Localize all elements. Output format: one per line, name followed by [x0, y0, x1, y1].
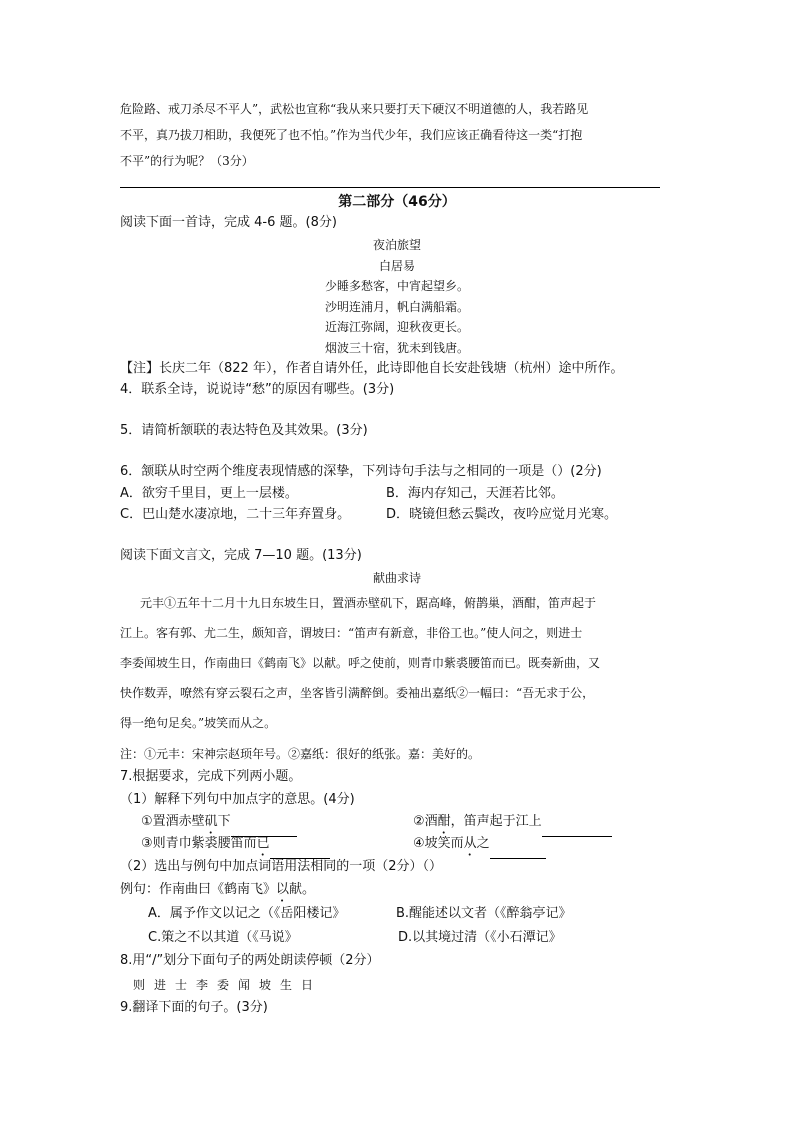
- q7-item-text: 之: [476, 836, 490, 851]
- q8-sentence: 则进士李委闻坡生日: [133, 978, 323, 992]
- poem-line: 少睡多愁客，中宵起望乡。: [324, 279, 469, 293]
- q7-item-text: ③则青巾紫裘腰笛而: [141, 836, 257, 851]
- poem-author: 白居易: [378, 259, 415, 273]
- q7-option-c: C.策之不以其道（《马说》: [148, 930, 298, 945]
- top-text-line-2: 不平，真乃拔刀相助，我便死了也不怕。”作为当代少年，我们应该正确看待这一类“打抱: [120, 128, 583, 142]
- q7-item-text: ①置酒赤壁: [141, 814, 205, 829]
- classical-para-line-5: 得一绝句足矣。”坡笑而从之。: [120, 716, 277, 730]
- q7-item-text: ②酒: [413, 814, 438, 829]
- q7-item-text: 下: [217, 814, 231, 829]
- q7-item-1: [141, 813, 297, 837]
- poem-title: 夜泊旅望: [372, 238, 421, 252]
- dotted-char: 已: [256, 836, 270, 851]
- answer-blank[interactable]: [542, 822, 612, 837]
- q7-option-d: D.以其境过清（《小石潭记》: [398, 930, 562, 945]
- dotted-char: 以: [276, 882, 290, 897]
- top-text-line-3: 不平”的行为呢？（3分）: [120, 154, 254, 168]
- question-7: 7.根据要求，完成下列两小题。: [120, 769, 302, 784]
- classical-title: 献曲求诗: [372, 571, 421, 585]
- q7-item-3: [141, 835, 330, 859]
- example-text: 例句：作南曲曰《鹤南飞》: [120, 882, 277, 897]
- dotted-char: 酣: [437, 814, 451, 829]
- classical-para-line-3: 李委闻坡生日，作南曲曰《鹤南飞》以献。呼之使前，则青巾紫裘腰笛而已。既奏新曲，又: [120, 656, 601, 670]
- q6-option-a: A．欲穷千里目，更上一层楼。: [120, 486, 298, 501]
- top-text-line-1: 危险路、戒刀杀尽不平人”，武松也宣称“我从来只要打天下硬汉不明道德的人，我若路见: [120, 102, 589, 116]
- poem-line: 烟波三十宿，犹未到钱唐。: [324, 341, 469, 355]
- answer-line: [120, 187, 660, 188]
- classical-para-line-4: 快作数弄，嘹然有穿云裂石之声，坐客皆引满醉倒。委袖出嘉纸②一幅曰：“吾无求于公，: [120, 686, 595, 700]
- question-5: 5．请简析颔联的表达特色及其效果。(3分): [120, 423, 368, 438]
- q7-sub1: （1）解释下列句中加点字的意思。(4分): [120, 792, 355, 807]
- question-8: 8.用“/”划分下面句子的两处朗读停顿（2分）: [120, 953, 380, 968]
- poem-note: 【注】长庆二年（822 年），作者自请外任，此诗即他自长安赴钱塘（杭州）途中所作。: [120, 361, 624, 376]
- answer-blank[interactable]: [270, 844, 330, 859]
- poem-intro: 阅读下面一首诗，完成 4-6 题。(8分): [120, 215, 337, 230]
- classical-para-line-1: 元丰①五年十二月十九日东坡生日，置酒赤壁矶下，踞高峰，俯鹊巢，酒酣，笛声起于: [140, 596, 597, 610]
- q6-option-c: C．巴山楚水凄凉地，二十三年弃置身。: [120, 507, 351, 522]
- q7-option-b: B.醒能述以文者（《醉翁亭记》: [396, 906, 572, 921]
- q7-item-text: ④坡笑而: [413, 836, 464, 851]
- q7-option-a: A．属予作文以记之（《岳阳楼记》: [148, 906, 346, 921]
- dotted-char: 矶: [204, 814, 218, 829]
- part2-title: 第二部分（46分）: [338, 194, 456, 210]
- classical-note: 注：①元丰：宋神宗赵顼年号。②嘉纸：很好的纸张。嘉：美好的。: [120, 747, 481, 761]
- q7-sub2: （2）选出与例句中加点词语用法相同的一项（2分）（）: [120, 859, 443, 874]
- q7-item-4: [413, 835, 546, 859]
- q7-item-2: [413, 813, 612, 837]
- answer-blank[interactable]: [490, 844, 546, 859]
- example-text: 献。: [289, 882, 316, 897]
- q7-item-text: ，笛声起于江上: [450, 814, 542, 829]
- q6-option-d: D．晓镜但愁云鬓改，夜吟应觉月光寒。: [386, 507, 618, 522]
- classical-para-line-2: 江上。客有郭、尤二生，颇知音，谓坡曰：“笛声有新意，非俗工也。”使人问之，则进士: [120, 626, 583, 640]
- q7-example: [120, 881, 315, 905]
- dotted-char: 从: [463, 836, 477, 851]
- question-6: 6．颔联从时空两个维度表现情感的深挚，下列诗句手法与之相同的一项是（）(2分): [120, 464, 602, 479]
- classical-intro: 阅读下面文言文，完成 7—10 题。(13分): [120, 548, 362, 563]
- poem-line: 沙明连浦月，帆白满船霜。: [324, 300, 469, 314]
- poem-line: 近海江弥阔，迎秋夜更长。: [324, 320, 469, 334]
- question-9: 9.翻译下面的句子。(3分): [120, 1000, 268, 1015]
- question-4: 4．联系全诗，说说诗“愁”的原因有哪些。(3分): [120, 382, 395, 397]
- q6-option-b: B．海内存知己，天涯若比邻。: [386, 486, 564, 501]
